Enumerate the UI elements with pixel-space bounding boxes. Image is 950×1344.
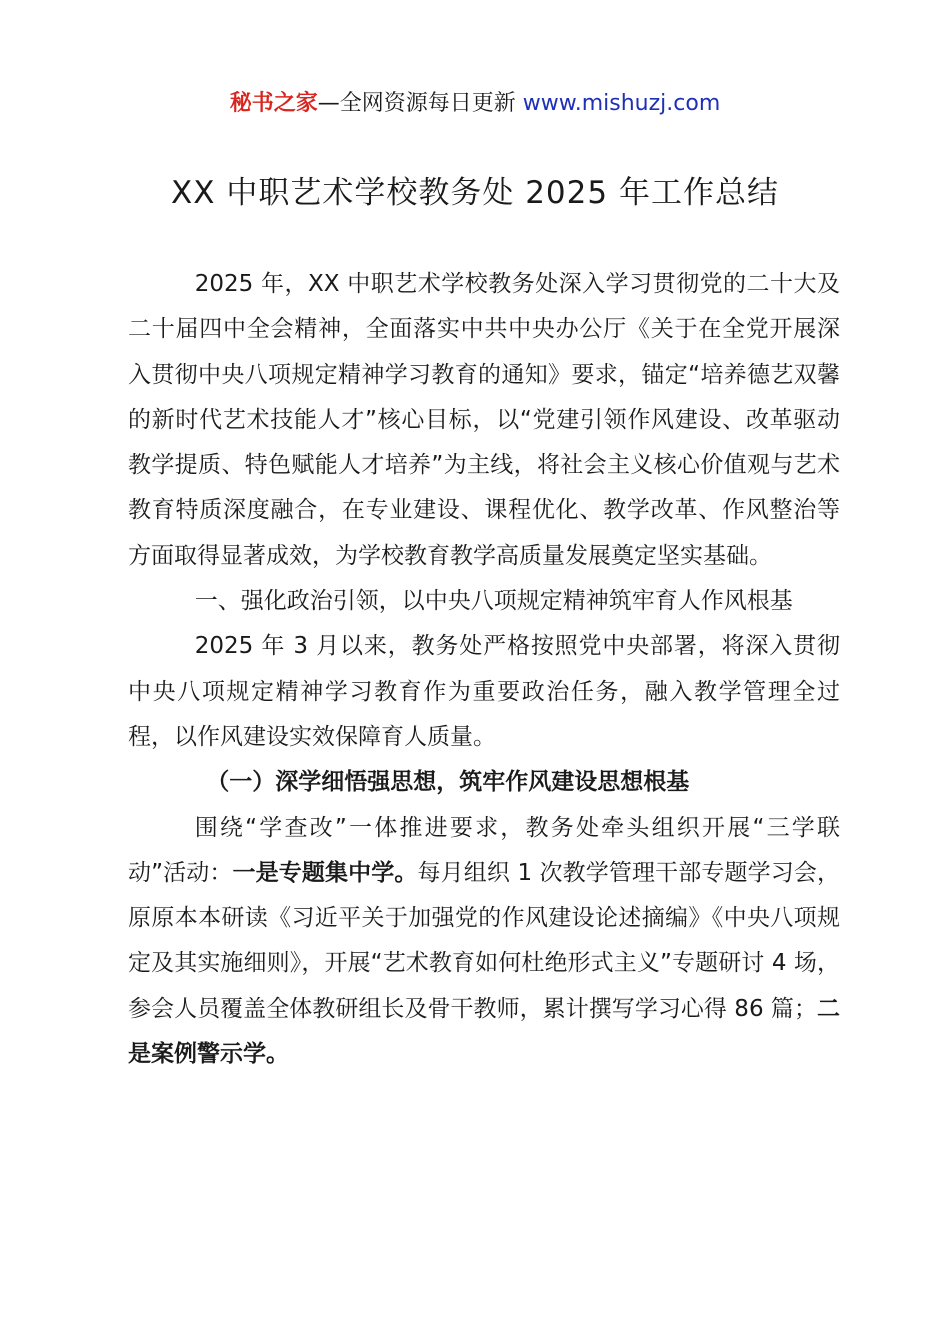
site-header [0,88,950,120]
header-tagline: —全网资源每日更新 [317,91,516,116]
subsection-1-text-a: 围绕“学查改”一体推进要求，教务处牵头组织开展“三学联动”活动： [128,814,840,886]
brand-name: 秘书之家 [229,91,318,116]
section-1-paragraph: 2025 年 3 月以来，教务处严格按照党中央部署，将深入贯彻中央八项规定精神学习教育作为重要政治任务，融入教学管理全过程，以作风建设实效保障育人质量。 [128,633,840,750]
section-1-heading: 一、强化政治引领，以中央八项规定精神筑牢育人作风根基 [194,588,793,615]
document-body [128,262,840,1077]
subsection-1-bold-b: 二是案例警示学。 [128,995,841,1068]
subsection-1-heading: （一）深学细悟强思想，筑牢作风建设思想根基 [206,769,690,796]
subsection-1-text-b: 每月组织 1 次教学管理干部专题学习会，原原本本研读《习近平关于加强党的作风建设论述摘编》《中央八项规定及其实施细则》，开展“艺术教育如何杜绝形式主义”专题研讨 4 场，参会人员覆盖全体教研组长及骨干教师，累计撰写学习心得 86 篇； [128,859,840,1022]
intro-paragraph: 2025 年，XX 中职艺术学校教务处深入学习贯彻党的二十大及二十届四中全会精神，全面落实中共中央办公厅《关于在全党开展深入贯彻中央八项规定精神学习教育的通知》要求，锚定“培养德艺双馨的新时代艺术技能人才”核心目标，以“党建引领作风建设、改革驱动教学提质、特色赋能人才培养”为主线，将社会主义核心价值观与艺术教育特质深度融合，在专业建设、课程优化、教学改革、作风整治等方面取得显著成效，为学校教育教学高质量发展奠定坚实基础。 [128,271,840,569]
subsection-1-bold-a: 一是专题集中学。 [232,859,418,886]
document-title: XX 中职艺术学校教务处 2025 年工作总结 [171,175,779,211]
site-url-link[interactable]: www.mishuzj.com [522,91,721,116]
subsection-1-paragraph [128,806,840,1078]
